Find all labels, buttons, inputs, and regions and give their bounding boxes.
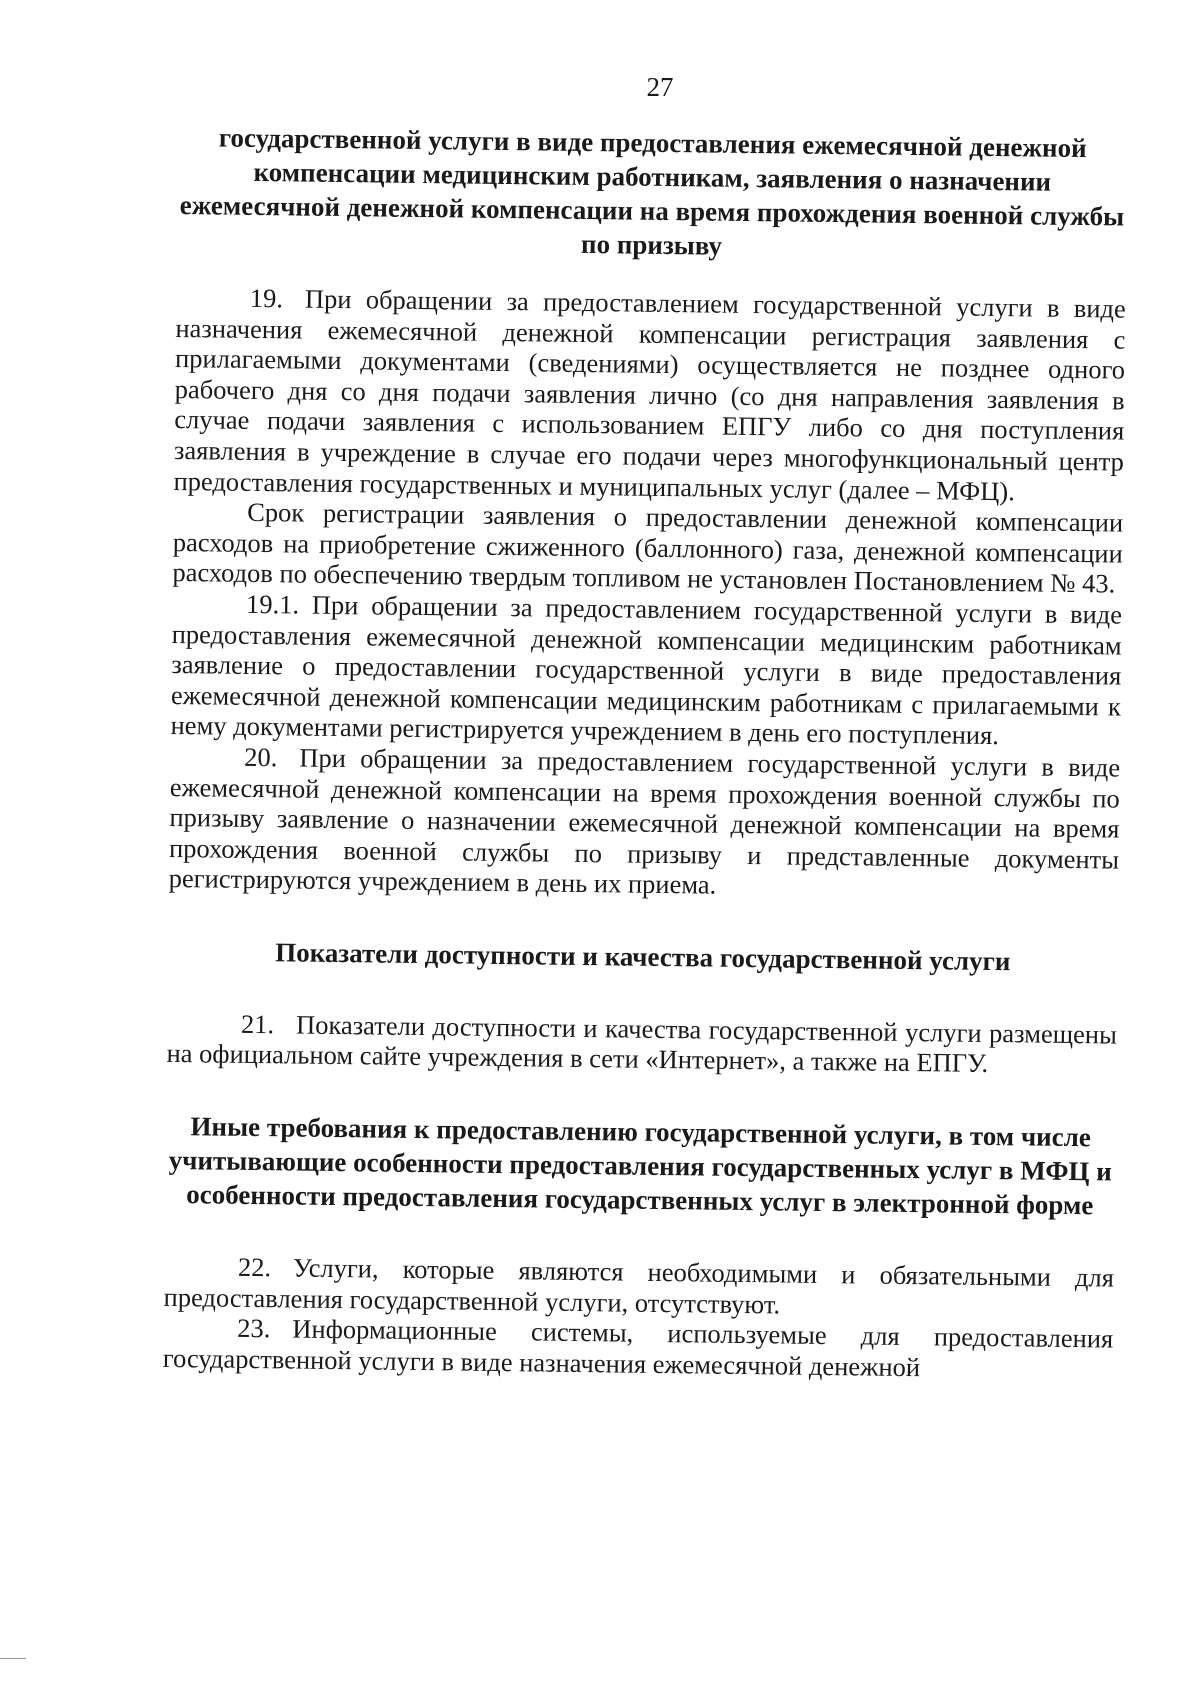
- paragraph-20: [169, 741, 1121, 906]
- paragraph-19-registration-term: [172, 496, 1123, 599]
- paragraph-number: 21.: [240, 1008, 275, 1040]
- paragraph-text: Информационные системы, используемые для предоставления государственной услуги в виде назначения ежемесячной денежной: [162, 1313, 1114, 1383]
- paragraph-text: 19.1. При обращении за предоставлением государственной услуги в виде предоставления ежемесячной денежной компенсации медицинским работникам заявление о предоставлении государственной услуги в виде предоставления ежемесячной денежной компенсации медицинским работникам с прилагаемыми к нему документами регистрируется учреждением в день его поступления.: [170, 588, 1123, 751]
- section-heading-continued: государственной услуги в виде предоставления ежемесячной денежной компенсации медицинским работникам, заявления о назначении ежемесячной денежной компенсации на время прохождения военной службы по призыву: [179, 122, 1125, 261]
- paragraph-text: Срок регистрации заявления о предоставлении денежной компенсации расходов на приобретение сжиженного (баллонного) газа, денежной компенсации расходов по обеспечению твердым топливом не установлен Постановлением № 43.: [172, 497, 1124, 599]
- document-body: [163, 120, 1128, 1385]
- paragraph-text: Показатели доступности и качества государственной услуги размещены на официальном сайте учреждения в сети «Интернет», а также на ЕПГУ.: [166, 1009, 1118, 1079]
- page-number: 27: [646, 72, 674, 102]
- scan-edge-mark: [0, 1658, 26, 1659]
- paragraph-number: 23.: [237, 1313, 271, 1344]
- paragraph-19-1: [170, 588, 1122, 753]
- section-heading-other-requirements: Иные требования к предоставлению государственной услуги, в том числе учитывающие особенности предоставления государственных услуг в МФЦ и особенности предоставления государственных услуг в электронной форме: [168, 1111, 1112, 1221]
- paragraph-number: 19.: [249, 282, 284, 314]
- paragraph-text: Услуги, которые являются необходимыми и обязательными для предоставления государственной услуги, отсутствуют.: [163, 1252, 1115, 1320]
- paragraph-number: 20.: [244, 741, 278, 773]
- paragraph-21: [166, 1008, 1117, 1081]
- paragraph-number: 22.: [237, 1251, 272, 1283]
- paragraph-22: [163, 1251, 1114, 1324]
- paragraph-23: [163, 1312, 1114, 1385]
- paragraph-text: При обращении за предоставлением государственной услуги в виде назначения ежемесячной денежной компенсации регистрация заявления с прилагаемыми документами (сведениями) осуществляется не позднее одного рабочего дня со дня подачи заявления лично (со дня направления заявления в случае подачи заявления с использованием ЕПГУ либо со дня поступления заявления в учреждение в случае его подачи через многофункциональный центр предоставления государственных и муниципальных услуг (далее – МФЦ).: [173, 283, 1126, 506]
- section-heading-accessibility: Показатели доступности и качества государственной услуги: [275, 937, 1011, 977]
- paragraph-text: При обращении за предоставлением государственной услуги в виде ежемесячной денежной компенсации на время прохождения военной службы по призыву заявление о назначении ежемесячной денежной компенсации на время прохождения военной службы по призыву и представленные документы регистрируются учреждением в день их приема.: [168, 742, 1121, 900]
- paragraph-19: [173, 282, 1126, 508]
